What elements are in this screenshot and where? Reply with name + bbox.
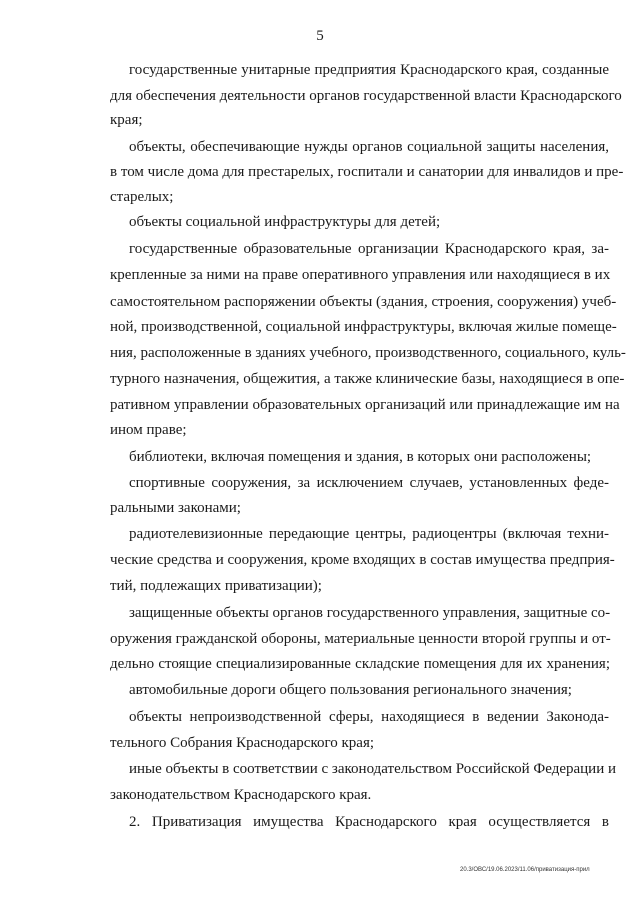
text-line: турного назначения, общежития, а также клинические базы, находящиеся в опе-: [110, 371, 625, 387]
text-line: ной, производственной, социальной инфраструктуры, включая жилые помеще-: [110, 319, 617, 335]
text-line: иные объекты в соответствии с законодательством Российской Федерации и: [129, 761, 617, 777]
text-line: ния, расположенные в зданиях учебного, производственного, социального, куль-: [110, 345, 626, 361]
text-line: автомобильные дороги общего пользования регионального значения;: [129, 682, 572, 698]
text-line: ческие средства и сооружения, кроме входящих в состав имущества предприя-: [110, 552, 615, 568]
text-line: в том числе дома для престарелых, госпитали и санатории для инвалидов и пре-: [110, 164, 624, 180]
text-line: государственные унитарные предприятия Краснодарского края, созданные: [129, 62, 609, 78]
text-line: государственные образовательные организации Краснодарского края, за-: [129, 241, 609, 257]
text-line: тий, подлежащих приватизации);: [110, 578, 322, 594]
text-line: законодательством Краснодарского края.: [110, 787, 372, 803]
text-line: объекты социальной инфраструктуры для детей;: [129, 214, 441, 230]
footer-reference: 20.3/ОВС/19.06.2023/11.06/приватизация-прил: [460, 867, 590, 873]
text-line: объекты, обеспечивающие нужды органов социальной защиты населения,: [129, 139, 609, 155]
text-line: тельного Собрания Краснодарского края;: [110, 735, 375, 751]
text-line: крепленные за ними на праве оперативного управления или находящиеся в их: [110, 267, 611, 283]
text-line: дельно стоящие специализированные складские помещения для их хранения;: [110, 656, 610, 672]
text-line: спортивные сооружения, за исключением случаев, установленных феде-: [129, 475, 609, 491]
text-line: 2. Приватизация имущества Краснодарского края осуществляется в: [129, 814, 609, 830]
text-line: защищенные объекты органов государственного управления, защитные со-: [129, 605, 611, 621]
text-line: библиотеки, включая помещения и здания, в которых они расположены;: [129, 449, 592, 465]
text-line: ральными законами;: [110, 500, 241, 516]
text-line: радиотелевизионные передающие центры, радиоцентры (включая техни-: [129, 526, 609, 542]
text-line: ином праве;: [110, 422, 187, 438]
text-line: края;: [110, 112, 143, 128]
text-line: объекты непроизводственной сферы, находящиеся в ведении Законода-: [129, 709, 609, 725]
text-line: самостоятельном распоряжении объекты (здания, строения, сооружения) учеб-: [110, 294, 617, 310]
text-line: ративном управлении образовательных организаций или принадлежащие им на: [110, 397, 620, 413]
text-line: для обеспечения деятельности органов государственной власти Краснодарского: [110, 88, 622, 104]
page-number: 5: [316, 28, 324, 44]
text-line: оружения гражданской обороны, материальные ценности второй группы и от-: [110, 631, 611, 647]
text-line: старелых;: [110, 189, 174, 205]
